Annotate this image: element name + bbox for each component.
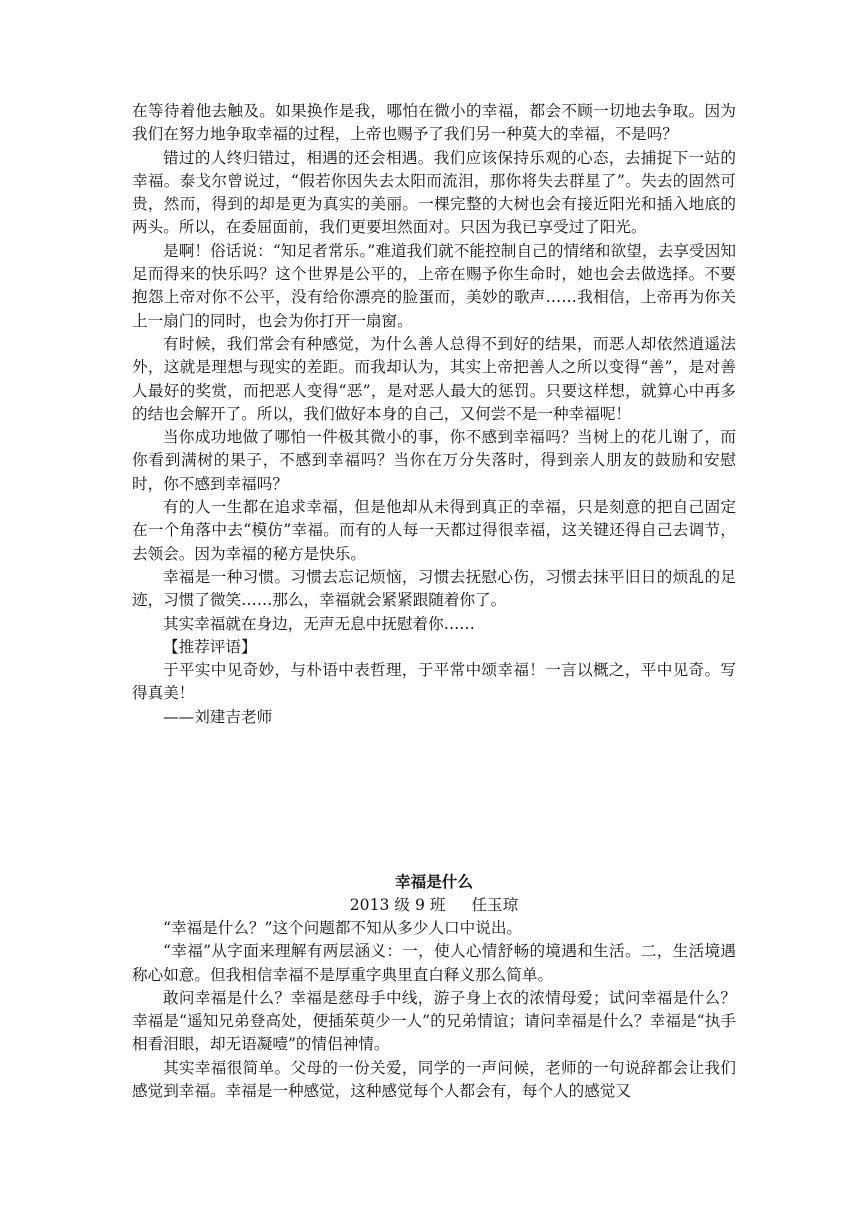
paragraph: 有的人一生都在追求幸福，但是他却从未得到真正的幸福，只是刻意的把自己固定在一个角落中去“模仿”幸福。而有的人每一天都过得很幸福，这关键还得自己去调节，去领会。因为幸福的秘方是快乐。 xyxy=(132,498,736,563)
essay-2-body xyxy=(132,917,736,1103)
paragraph: 其实幸福很简单。父母的一份关爱，同学的一声问候，老师的一句说辞都会让我们感觉到幸福。幸福是一种感觉，这种感觉每个人都会有，每个人的感觉又 xyxy=(132,1058,736,1101)
paragraph: “幸福”从字面来理解有两层涵义：一，使人心情舒畅的境遇和生活。二，生活境遇称心如意。但我相信幸福不是厚重字典里直白释义那么简单。 xyxy=(132,942,736,984)
class-label: 2013 级 9 班 xyxy=(349,896,446,914)
teacher-signature: ——刘建吉老师 xyxy=(163,707,273,726)
paragraph: 其实幸福就在身边，无声无息中抚慰着你…… xyxy=(163,614,475,633)
essay-2-byline xyxy=(132,894,736,917)
essay-1-body xyxy=(132,100,736,729)
essay-2-title: 幸福是什么 xyxy=(395,873,473,891)
paragraph: 在等待着他去触及。如果换作是我，哪怕在微小的幸福，都会不顾一切地去争取。因为我们在努力地争取幸福的过程，上帝也赐予了我们另一种莫大的幸福，不是吗？ xyxy=(132,102,736,144)
paragraph: 有时候，我们常会有种感觉，为什么善人总得不到好的结果，而恶人却依然逍遥法外，这就是理想与现实的差距。而我却认为，其实上帝把善人之所以变得“善”，是对善人最好的奖赏，而把恶人变得“恶”，是对恶人最大的惩罚。只要这样想，就算心中再多的结也会解开了。所以，我们做好本身的自己，又何尝不是一种幸福呢！ xyxy=(132,334,736,423)
author-name: 任玉琼 xyxy=(471,896,519,914)
paragraph: “幸福是什么？”这个问题都不知从多少人口中说出。 xyxy=(163,919,523,937)
recommendation-heading: 【推荐评语】 xyxy=(163,637,257,656)
recommendation-text: 于平实中见奇妙，与朴语中表哲理，于平常中颂幸福！一言以概之，平中见奇。写得真美！ xyxy=(132,661,736,703)
paragraph: 错过的人终归错过，相遇的还会相遇。我们应该保持乐观的心态，去捕捉下一站的幸福。泰戈尔曾说过，“假若你因失去太阳而流泪，那你将失去群星了”。失去的固然可贵，然而，得到的却是更为真实的美丽。一棵完整的大树也会有接近阳光和插入地底的两头。所以，在委屈面前，我们更要坦然面对。只因为我已享受过了阳光。 xyxy=(132,148,736,237)
paragraph: 是啊！俗话说：“知足者常乐。”难道我们就不能控制自己的情绪和欲望，去享受因知足而得来的快乐吗？这个世界是公平的，上帝在赐予你生命时，她也会去做选择。不要抱怨上帝对你不公平，没有给你漂亮的脸蛋而，美妙的歌声……我相信，上帝再为你关上一扇门的同时，也会为你打开一扇窗。 xyxy=(132,241,736,330)
paragraph: 幸福是一种习惯。习惯去忘记烦恼，习惯去抚慰心伤，习惯去抹平旧日的烦乱的足迹，习惯了微笑……那么，幸福就会紧紧跟随着你了。 xyxy=(132,567,736,610)
paragraph: 当你成功地做了哪怕一件极其微小的事，你不感到幸福吗？当树上的花儿谢了，而你看到满树的果子，不感到幸福吗？当你在万分失落时，得到亲人朋友的鼓励和安慰时，你不感到幸福吗？ xyxy=(132,428,736,493)
paragraph: 敢问幸福是什么？幸福是慈母手中线，游子身上衣的浓情母爱；试问幸福是什么？幸福是“遥知兄弟登高处，便插茱萸少一人”的兄弟情谊；请问幸福是什么？幸福是“执手相看泪眼，却无语凝噎”的情侣神情。 xyxy=(132,988,736,1054)
